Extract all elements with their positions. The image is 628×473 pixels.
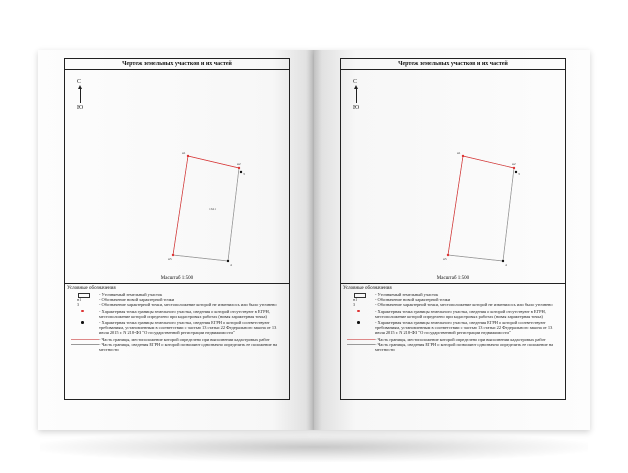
parcel-edge-existing xyxy=(228,168,239,261)
existing-point-symbol: 3 xyxy=(77,302,79,308)
book-spine xyxy=(306,50,322,430)
parcel-center-label: 1641 xyxy=(209,207,216,211)
legend-item: н1 - Обозначение новой характерной точки xyxy=(353,297,451,303)
drawing-frame xyxy=(64,58,290,400)
parcel-outline xyxy=(448,156,514,261)
red-dot-icon xyxy=(357,310,360,313)
legend-item: - Характерная точка границы земельного участка, сведения ЕГРН о которой соответствуют требованиям, установленным в соответствии с частью 13 статьи 22 Федерального закона от 13 июля 2015 г. N 218-ФЗ "О государственной регистрации недвижимости" xyxy=(341,320,565,336)
point-label: н5 xyxy=(443,257,447,261)
black-dot-icon xyxy=(81,321,84,324)
book-shadow xyxy=(40,432,588,462)
new-point-symbol: н1 xyxy=(77,297,82,303)
point-marker xyxy=(502,260,504,262)
legend-item: - Часть границы, местоположение которой определено при выполнении кадастровых работ xyxy=(341,337,565,342)
point-marker xyxy=(238,167,240,169)
south-label: Ю xyxy=(77,105,84,111)
page-title: Чертеж земельных участков и их частей xyxy=(65,59,289,70)
black-dot-icon xyxy=(357,321,360,324)
legend-item: 3 - Обозначение характерной точки, местоположение которой не изменилось или было уточнено xyxy=(353,302,553,308)
point-label: н2 xyxy=(237,162,241,166)
point-marker xyxy=(515,171,517,173)
point-marker xyxy=(462,155,464,157)
point-label: 4 xyxy=(505,263,507,267)
legend-title: Условные обозначения xyxy=(343,286,392,291)
parcel-edge-new xyxy=(188,156,239,168)
red-line-icon xyxy=(71,339,99,340)
scale-label: Масштаб 1:500 xyxy=(65,275,289,284)
legend-item: - Характерная точка границы земельного участка, сведения о которой отсутствуют в ЕГРН, местоположение которой определено при кадастровых работах (новая характерная точка) xyxy=(65,309,289,319)
point-label: н2 xyxy=(512,162,516,166)
legend-item: 3 - Обозначение характерной точки, местоположение которой не изменилось или было уточнено xyxy=(77,302,277,308)
gray-line-icon xyxy=(71,344,99,345)
point-marker xyxy=(447,254,449,256)
parcel-edge-existing xyxy=(503,168,514,261)
north-label: С xyxy=(77,79,82,85)
point-marker xyxy=(227,260,229,262)
point-label: н1 xyxy=(457,151,461,155)
new-point-symbol: н1 xyxy=(353,297,358,303)
point-marker xyxy=(187,155,189,157)
parcel-edge-new xyxy=(463,156,514,168)
parcel-drawing xyxy=(65,70,289,278)
point-marker xyxy=(240,171,242,173)
legend-item: - Часть границы, сведения ЕГРН о которой позволяют однозначно определить ее положение на местности xyxy=(341,342,565,352)
existing-point-symbol: 3 xyxy=(353,302,355,308)
scale-label: Масштаб 1:500 xyxy=(341,275,565,284)
parcel-drawing xyxy=(341,70,565,278)
point-marker xyxy=(513,167,515,169)
north-label: С xyxy=(353,79,358,85)
legend-item: - Характерная точка границы земельного участка, сведения ЕГРН о которой соответствуют требованиям, установленным в соответствии с частью 13 статьи 22 Федерального закона от 13 июля 2015 г. N 218-ФЗ "О государственной регистрации недвижимости" xyxy=(65,320,289,336)
south-label: Ю xyxy=(353,105,360,111)
legend-item: - Часть границы, местоположение которой определено при выполнении кадастровых работ xyxy=(65,337,289,342)
parcel-edge-existing xyxy=(448,255,503,261)
parcel-edge-existing xyxy=(173,255,228,261)
point-marker xyxy=(172,254,174,256)
legend xyxy=(341,285,565,352)
drawing-frame xyxy=(340,58,566,400)
gray-line-icon xyxy=(347,344,375,345)
point-label: 3 xyxy=(518,172,520,176)
parcel-edge-new xyxy=(173,156,188,255)
page-title: Чертеж земельных участков и их частей xyxy=(341,59,565,70)
parcel-outline xyxy=(173,156,239,261)
point-label: 4 xyxy=(230,263,232,267)
red-dot-icon xyxy=(81,310,84,313)
point-label: н1 xyxy=(182,151,186,155)
legend-item: - Часть границы, сведения ЕГРН о которой позволяют однозначно определить ее положение на местности xyxy=(65,342,289,352)
red-line-icon xyxy=(347,339,375,340)
point-label: н5 xyxy=(168,257,172,261)
legend xyxy=(65,285,289,352)
legend-item: - Характерная точка границы земельного участка, сведения о которой отсутствуют в ЕГРН, местоположение которой определено при кадастровых работах (новая характерная точка) xyxy=(341,309,565,319)
left-page xyxy=(38,50,314,430)
legend-item: - Уточняемый земельный участок xyxy=(341,292,565,297)
point-label: 3 xyxy=(243,172,245,176)
parcel-edge-new xyxy=(448,156,463,255)
legend-item: н1 - Обозначение новой характерной точки xyxy=(77,297,175,303)
right-page xyxy=(314,50,590,430)
legend-title: Условные обозначения xyxy=(67,286,116,291)
legend-item: - Уточняемый земельный участок xyxy=(65,292,289,297)
